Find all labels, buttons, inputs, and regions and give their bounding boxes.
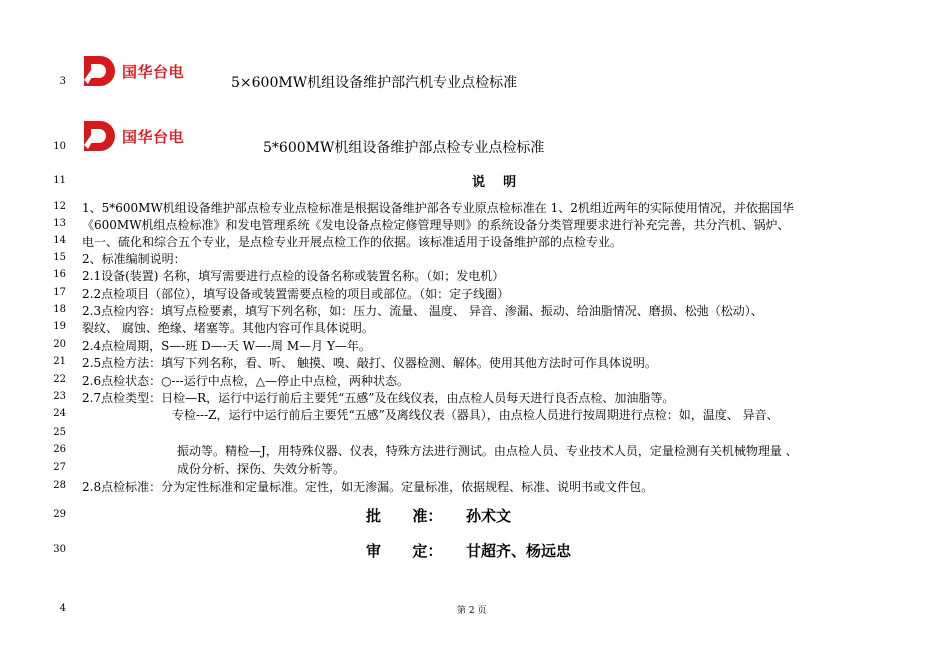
body-line: 2.4点检周期，S—-班 D—-天 W—-周 M—月 Y—年。 xyxy=(82,339,371,353)
approval-label: 批 准： xyxy=(366,507,443,525)
row-number: 26 xyxy=(53,444,66,455)
body-line: 电一、硫化和综合五个专业，是点检专业开展点检工作的依据。该标准适用于设备维护部的点检专业。 xyxy=(82,235,623,249)
body-line: 2.2点检项目（部位），填写设备或装置需要点检的项目或部位。（如：定子线圈） xyxy=(82,287,510,301)
row-number: 23 xyxy=(53,391,66,402)
row-number: 15 xyxy=(53,252,66,263)
body-line: 2.1设备(装置) 名称，填写需要进行点检的设备名称或装置名称。（如；发电机） xyxy=(82,269,505,283)
row-number: 19 xyxy=(53,321,66,332)
row-number: 10 xyxy=(53,141,66,152)
approval-name: 孙术文 xyxy=(466,507,512,525)
row-number: 27 xyxy=(53,462,66,473)
body-line: 2.8点检标准：分为定性标准和定量标准。定性，如无渗漏。定量标准，依据规程、标准、说明书或文件包。 xyxy=(82,480,654,494)
page-number: 第 2 页 xyxy=(457,606,487,616)
section-heading: 说 明 xyxy=(472,175,517,190)
row-number: 11 xyxy=(53,175,66,186)
body-line: 《600MW机组点检标准》和发电管理系统《发电设备点检定修管理导则》的系统设备分类管理要求进行补充完善，共分汽机、锅炉、 xyxy=(82,218,790,232)
row-number: 18 xyxy=(53,304,66,315)
row-number: 17 xyxy=(53,287,66,298)
logo-mark-icon xyxy=(82,119,118,153)
row-number: 14 xyxy=(53,235,66,246)
row-number: 3 xyxy=(59,76,66,87)
company-logo xyxy=(82,119,184,153)
company-logo xyxy=(82,54,184,88)
logo-text: 国华台电 xyxy=(122,62,185,81)
row-number: 20 xyxy=(53,339,66,350)
review-name: 甘超齐、杨远忠 xyxy=(466,542,572,560)
body-line: 2.3点检内容：填写点检要素，填写下列名称，如：压力、流量、 温度、 异音、渗漏、振动、给油脂情况、磨损、松弛（松动）、 xyxy=(82,304,763,318)
row-number: 12 xyxy=(53,201,66,212)
row-number: 28 xyxy=(53,480,66,491)
row-number: 30 xyxy=(53,544,66,555)
review-label: 审 定： xyxy=(366,542,443,560)
body-line: 2.5点检方法：填写下列名称，看、听、 触摸、嗅、敲打、仪器检测、解体。使用其他方法时可作具体说明。 xyxy=(82,356,657,370)
body-line: 裂纹、 腐蚀、绝缘、堵塞等。其他内容可作具体说明。 xyxy=(82,321,374,335)
page-title-top: 5×600MW机组设备维护部汽机专业点检标准 xyxy=(231,75,518,91)
body-line: 专检---Z，运行中运行前后主要凭“五感”及离线仪表（器具），由点检人员进行按周期进行点检：如，温度、 异音、 xyxy=(172,408,779,422)
row-number: 16 xyxy=(53,269,66,280)
row-number: 4 xyxy=(59,603,66,614)
logo-mark-icon xyxy=(82,54,118,88)
row-number: 21 xyxy=(53,356,66,367)
body-line: 振动等。精检—J，用特殊仪器、仪表，特殊方法进行测试。由点检人员、专业技术人员，定量检测有关机械物理量 、 xyxy=(177,444,798,458)
body-line: 1、5*600MW机组设备维护部点检专业点检标准是根据设备维护部各专业原点检标准在 1、2机组近两年的实际使用情况，并依据国华 xyxy=(82,201,794,215)
body-line: 2、标准编制说明： xyxy=(82,252,186,266)
row-number: 29 xyxy=(53,509,66,520)
row-number: 24 xyxy=(53,408,66,419)
row-number: 22 xyxy=(53,374,66,385)
logo-text: 国华台电 xyxy=(122,127,185,146)
body-line: 2.6点检状态：○---运行中点检，△—停止中点检，两种状态。 xyxy=(82,374,409,388)
body-line: 成份分析、探伤、失效分析等。 xyxy=(177,462,346,476)
row-number: 13 xyxy=(53,218,66,229)
row-number: 25 xyxy=(53,427,66,438)
page-title-main: 5*600MW机组设备维护部点检专业点检标准 xyxy=(263,140,545,156)
body-line: 2.7点检类型：日检—R，运行中运行前后主要凭“五感”及在线仪表，由点检人员每天进行良否点检、加油脂等。 xyxy=(82,391,675,405)
